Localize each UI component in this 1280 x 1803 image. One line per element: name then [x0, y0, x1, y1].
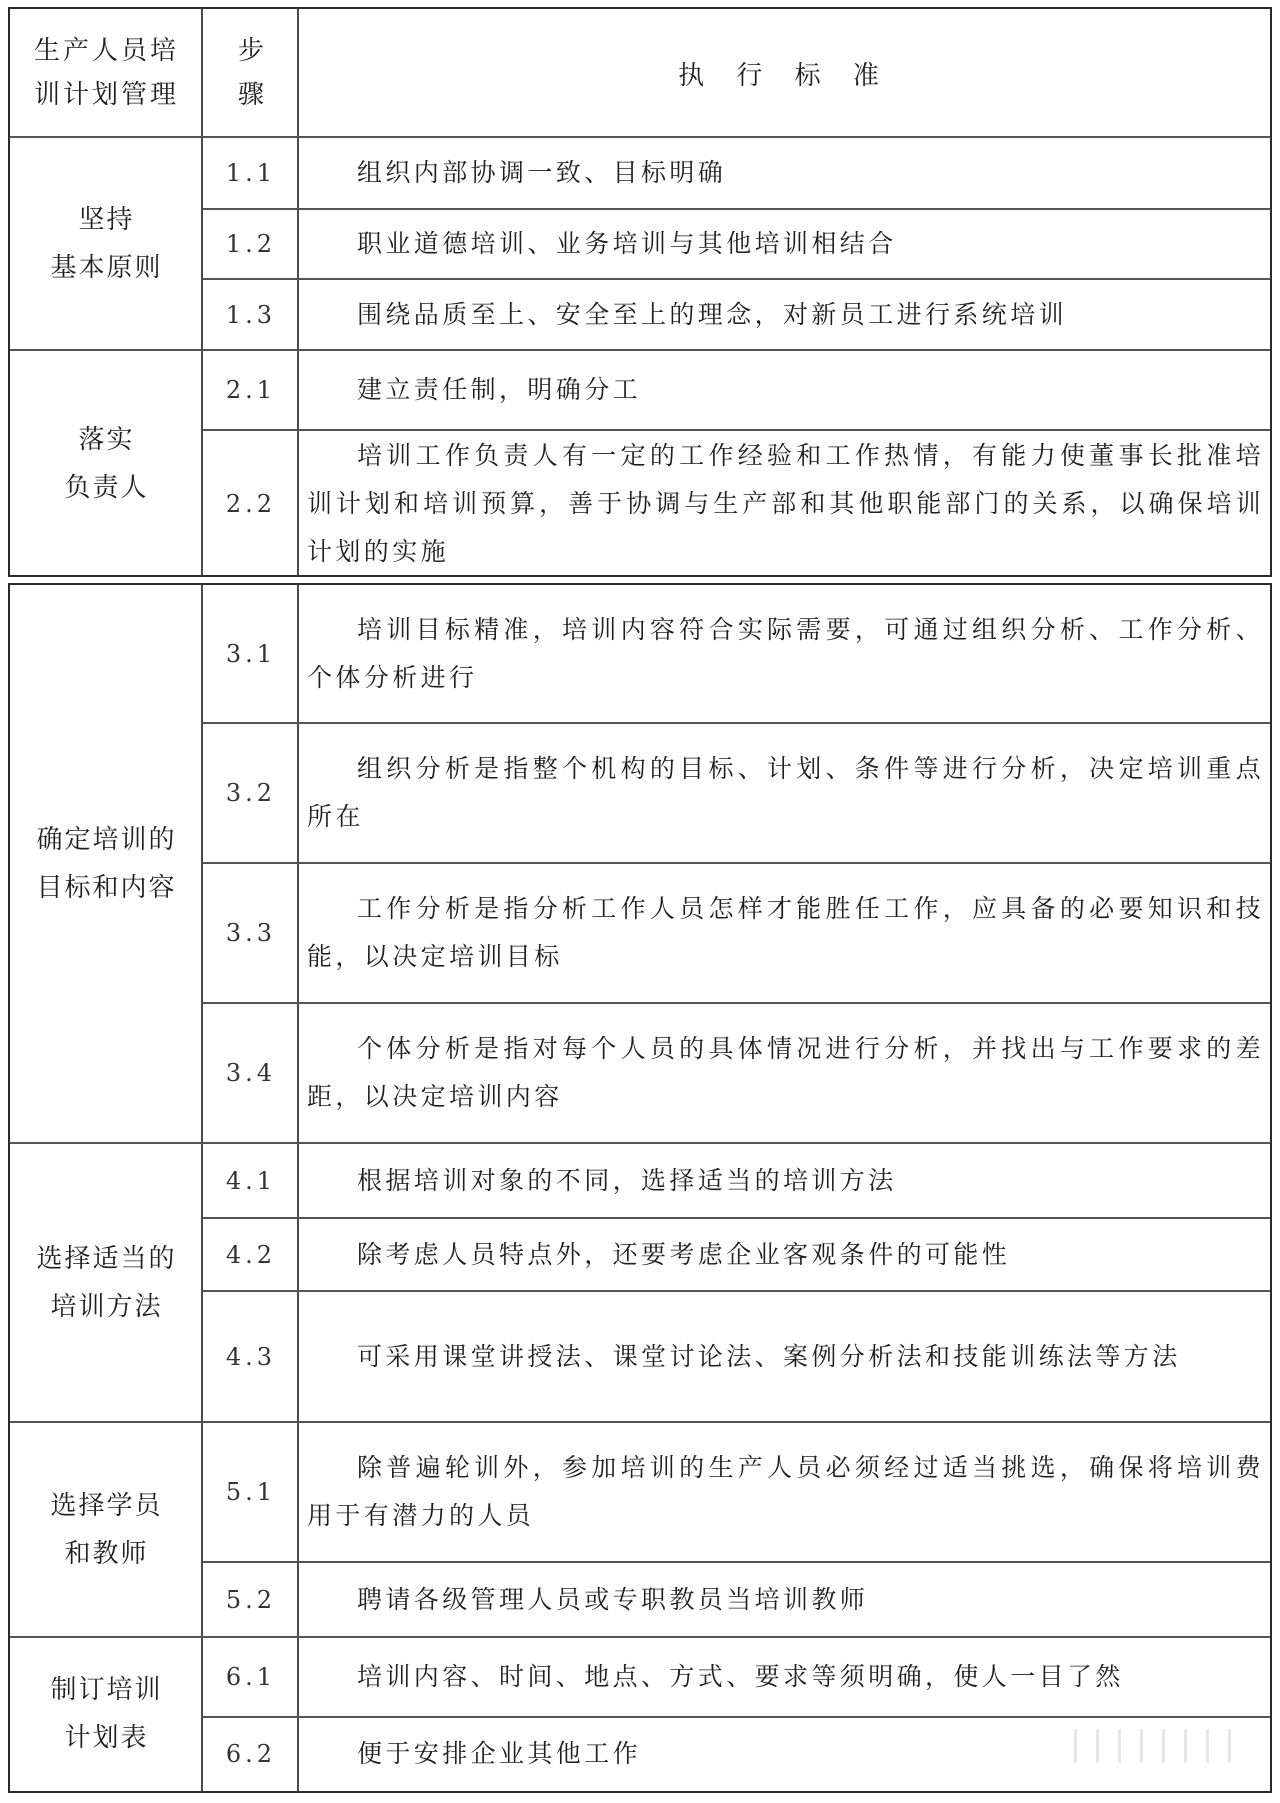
- category-cell: [10, 585, 203, 1143]
- standard-cell: [299, 863, 1270, 1003]
- standard-text: 培训工作负责人有一定的工作经验和工作热情，有能力使董事长批准培训计划和培训预算，善于协调与生产部和其他职能部门的关系，以确保培训计划的实施: [307, 440, 1264, 566]
- header-category-line-2: 训计划管理: [33, 80, 179, 110]
- standard-cell: [299, 723, 1270, 863]
- step-cell: 2.2: [225, 489, 277, 518]
- standard-cell: [299, 137, 1270, 209]
- step-cell: 3.2: [225, 779, 277, 807]
- step-cell: 1.1: [225, 159, 277, 187]
- category-cell: [10, 1422, 203, 1637]
- step-cell: 2.1: [225, 376, 277, 404]
- header-standard: [299, 9, 1270, 137]
- standard-text: 根据培训对象的不同，选择适当的培训方法: [357, 1165, 897, 1195]
- step-cell: 3.3: [225, 919, 277, 947]
- step-cell: 1.3: [225, 300, 277, 329]
- standard-cell: [299, 1422, 1270, 1562]
- header-step-line-2: 骤: [237, 80, 264, 110]
- standard-text: 个体分析是指对每个人员的具体情况进行分析，并找出与工作要求的差距，以决定培训内容: [307, 1034, 1264, 1111]
- step-cell: 4.1: [225, 1166, 277, 1195]
- step-cell: 3.1: [225, 640, 277, 668]
- step-cell: 3.4: [225, 1059, 277, 1087]
- step-cell: 6.1: [225, 1663, 277, 1691]
- category-cell: [10, 1143, 203, 1422]
- step-cell: 5.1: [225, 1478, 277, 1506]
- category-line: 坚持: [78, 204, 135, 235]
- step-cell: 5.2: [225, 1585, 277, 1614]
- standard-cell: [299, 1562, 1270, 1637]
- header-step-line-1: 步: [237, 36, 264, 66]
- standard-text: 工作分析是指分析工作人员怎样才能胜任工作，应具备的必要知识和技能，以决定培训目标: [307, 894, 1264, 971]
- category-line: 计划表: [64, 1723, 149, 1753]
- standard-text: 组织内部协调一致、目标明确: [357, 158, 727, 187]
- category-line: 落实: [78, 424, 135, 455]
- category-line: 制订培训: [50, 1675, 163, 1705]
- standard-text: 围绕品质至上、安全至上的理念，对新员工进行系统培训: [357, 299, 1068, 329]
- standard-cell: [299, 279, 1270, 350]
- category-line: 培训方法: [50, 1291, 163, 1322]
- standard-cell: [299, 1003, 1270, 1143]
- standard-cell: [299, 1218, 1270, 1291]
- standard-text: 除考虑人员特点外，还要考虑企业客观条件的可能性: [357, 1239, 1011, 1269]
- standard-cell: [299, 1143, 1270, 1218]
- category-cell: [10, 350, 203, 577]
- standard-text: 可采用课堂讲授法、课堂讨论法、案例分析法和技能训练法等方法: [357, 1341, 1181, 1371]
- category-line: 和教师: [64, 1538, 149, 1569]
- step-cell: 1.2: [225, 230, 277, 258]
- standard-text: 便于安排企业其他工作: [357, 1739, 642, 1768]
- standard-cell: [299, 585, 1270, 723]
- watermark-blur: [1074, 1729, 1234, 1763]
- standard-text: 职业道德培训、业务培训与其他培训相结合: [357, 229, 897, 258]
- header-step: [203, 9, 299, 137]
- header-category: [10, 9, 203, 137]
- category-cell: [10, 137, 203, 350]
- training-plan-table-part-1: [8, 7, 1272, 577]
- training-plan-table-part-2: [8, 583, 1272, 1793]
- step-cell: 4.2: [225, 1240, 277, 1269]
- category-line: 基本原则: [50, 252, 163, 283]
- category-line: 负责人: [64, 472, 149, 503]
- header-category-line-1: 生产人员培: [33, 36, 179, 66]
- standard-text: 建立责任制，明确分工: [357, 375, 642, 404]
- category-line: 目标和内容: [36, 873, 177, 903]
- standard-text: 培训目标精准，培训内容符合实际需要，可通过组织分析、工作分析、个体分析进行: [307, 615, 1264, 692]
- standard-text: 组织分析是指整个机构的目标、计划、条件等进行分析，决定培训重点所在: [307, 754, 1264, 831]
- standard-text: 除普遍轮训外，参加培训的生产人员必须经过适当挑选，确保将培训费用于有潜力的人员: [307, 1453, 1264, 1530]
- standard-cell: [299, 209, 1270, 279]
- step-cell: 4.3: [225, 1342, 277, 1371]
- standard-cell: [299, 350, 1270, 430]
- standard-text: 聘请各级管理人员或专职教员当培训教师: [357, 1584, 869, 1614]
- standard-cell: [299, 430, 1270, 577]
- category-line: 选择学员: [50, 1490, 163, 1521]
- category-line: 选择适当的: [36, 1243, 177, 1274]
- category-cell: [10, 1637, 203, 1791]
- step-cell: 6.2: [225, 1740, 277, 1768]
- standard-cell: [299, 1637, 1270, 1717]
- category-line: 确定培训的: [36, 825, 177, 855]
- header-standard-label: 执 行 标 准: [678, 60, 891, 91]
- standard-cell: [299, 1291, 1270, 1422]
- standard-text: 培训内容、时间、地点、方式、要求等须明确，使人一目了然: [357, 1662, 1124, 1691]
